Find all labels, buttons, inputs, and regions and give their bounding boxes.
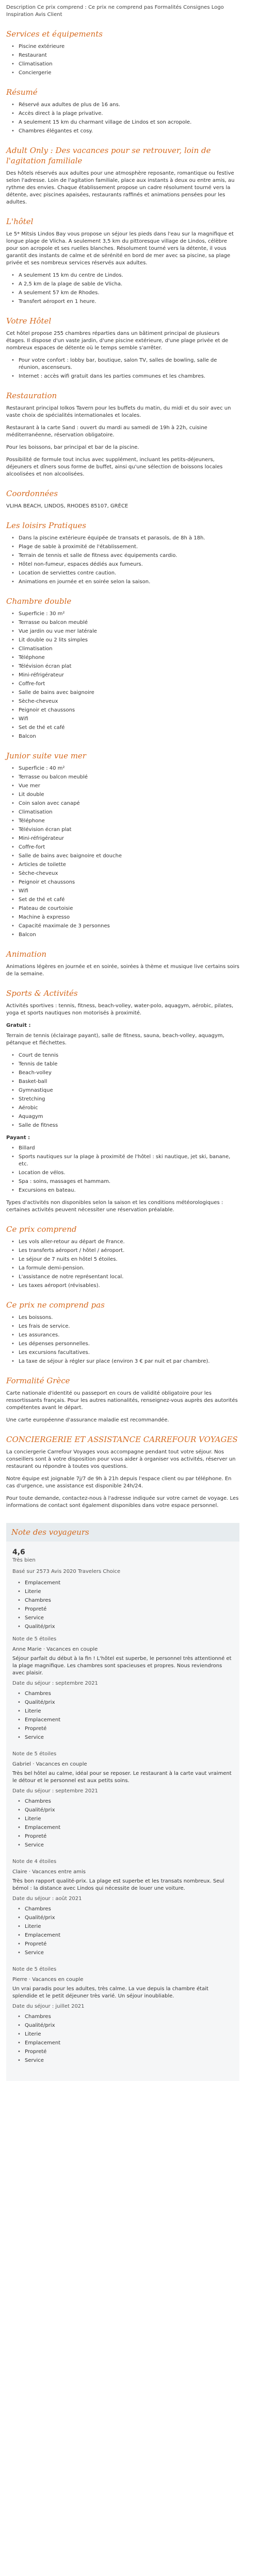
reviews-panel [6,1541,239,2081]
paragraph: Restaurant principal Iolkos Tavern pour les buffets du matin, du midi et du soir avec un vaste choix de spécialités internationales et locales. [6,405,231,418]
list-item: • Gymnastique [11,1087,239,1094]
list-item: • Pour votre confort : lobby bar, boutique, salon TV, salles de bowling, salle de réunion, ascenseurs. [11,357,239,371]
review-item [12,1858,233,1957]
review-date: Date du séjour : septembre 2021 [12,1681,98,1686]
list-item: • Restaurant [11,52,239,59]
list-item: • Wifi [11,716,239,723]
list-item: • Sèche-cheveux [11,698,239,705]
list-item: • Literie [18,2031,233,2038]
list-item: • Télévision écran plat [11,663,239,670]
junior-suite-list [6,765,239,939]
list-item: • Le séjour de 7 nuits en hôtel 5 étoiles. [11,1256,239,1263]
list-item: • Animations en journée et en soirée selon la saison. [11,579,239,586]
review-criteria [12,1798,233,1849]
review-date: Date du séjour : septembre 2021 [12,1788,98,1794]
sub-heading: Gratuit : [6,1023,31,1028]
list-item: • Les excursions facultatives. [11,1349,239,1357]
list-item: • Internet : accès wifi gratuit dans les parties communes et les chambres. [11,373,239,380]
list-item: • Superficie : 40 m² [11,765,239,772]
list-item: • Set de thé et café [11,724,239,732]
list-item: • Capacité maximale de 3 personnes [11,923,239,930]
list-item: • Sèche-cheveux [11,870,239,877]
review-text: Séjour parfait du début à la fin ! L'hôtel est superbe, le personnel très attentionné et la plage magnifique. Les chambres sont spacieuses et propres. Nous reviendrons avec plaisir. [12,1656,232,1676]
list-item: • Coin salon avec canapé [11,800,239,807]
review-author: Anne Marie · Vacances en couple [12,1647,98,1652]
review-item [12,1751,233,1849]
section-title: Les loisirs Pratiques [6,521,86,530]
review-criteria [12,2013,233,2064]
section-title: Restauration [6,391,57,400]
section-title: Services et équipements [6,29,103,39]
section-prix-comprend [6,1224,239,1290]
list-item: • Superficie : 30 m² [11,611,239,618]
prix-comprend-list [6,1239,239,1290]
list-item: • Climatisation [11,646,239,653]
list-item: • Les vols aller-retour au départ de France. [11,1239,239,1246]
paragraph: Pour toute demande, contactez-nous à l'adresse indiquée sur votre carnet de voyage. Les informations de contact sont également disponibles dans votre espace personnel. [6,1496,239,1509]
section-title: Résumé [6,88,38,97]
list-item: • Court de tennis [11,1052,239,1059]
review-author: Gabriel · Vacances en couple [12,1761,87,1767]
list-item: • Plage de sable à proximité de l'établissement. [11,544,239,551]
section-title: Votre Hôtel [6,316,52,326]
list-item: • Propreté [18,1833,233,1840]
list-item: • Transfert aéroport en 1 heure. [11,298,239,306]
list-item: • Réservé aux adultes de plus de 16 ans. [11,101,239,109]
sports-paid-list [6,1145,239,1194]
section-hotel [6,216,239,306]
list-item: • Emplacement [18,1717,233,1724]
list-item: • Dans la piscine extérieure équipée de transats et parasols, de 8h à 18h. [11,535,239,542]
list-item: • Emplacement [18,1932,233,1939]
section-animation [6,949,239,978]
paragraph: La conciergerie Carrefour Voyages vous accompagne pendant tout votre séjour. Nos conseillers sont à votre disposition pour vous aider à organiser vos activités, réserver un restaurant ou répondre à toutes vos questions. [6,1449,236,1469]
sports-free-list [6,1052,239,1129]
list-item: • Aquagym [11,1113,239,1121]
list-item: • Spa : soins, massages et hammam. [11,1178,239,1185]
list-item: • La taxe de séjour à régler sur place (environ 3 € par nuit et par chambre). [11,1358,239,1365]
list-item: • Les boissons. [11,1314,239,1321]
list-item: • Vue jardin ou vue mer latérale [11,628,239,635]
list-item: • Service [18,1950,233,1957]
section-title: L'hôtel [6,217,34,226]
list-item: • Literie [18,1588,233,1596]
votre-hotel-list [6,357,239,380]
section-title: Formalité Grèce [6,1376,70,1385]
list-item: • Qualité/prix [18,1807,233,1814]
list-item: • Qualité/prix [18,2022,233,2029]
list-item: • Emplacement [18,2040,233,2047]
list-item: • Qualité/prix [18,1914,233,1922]
list-item: • Chambres [18,1906,233,1913]
section-conciergerie [6,1434,239,1510]
reviews-title: Note des voyageurs [6,1523,239,1541]
sub-heading: Payant : [6,1135,30,1141]
section-adult-only [6,145,239,206]
review-rating: Note de 5 étoiles [12,1636,57,1642]
paragraph: Des hôtels réservés aux adultes pour une atmosphère reposante, romantique ou festive selon l'adresse. Loin de l'agitation familiale, place aux instants à deux ou entre amis, au rythme des envies. Chaque établissement propose un cadre résolument tourné vers la détente, avec piscines apaisées, restaurants raffinés et animations pensées pour les adultes. [6,171,235,205]
review-date: Date du séjour : juillet 2021 [12,2004,85,2009]
review-text: Très bon rapport qualité-prix. La plage est superbe et les transats nombreux. Seul bémol : la distance avec Lindos qui nécessite de louer une voiture. [12,1878,224,1891]
list-item: • Salle de bains avec baignoire et douche [11,853,239,860]
list-item: • Set de thé et café [11,896,239,904]
list-item: • Propreté [18,1606,233,1613]
list-item: • Location de serviettes contre caution. [11,570,239,577]
list-item: • Service [18,1615,233,1622]
review-rating: Note de 5 étoiles [12,1751,57,1757]
list-item: • Mini-réfrigérateur [11,672,239,679]
paragraph: Pour les boissons, bar principal et bar de la piscine. [6,445,139,450]
list-item: • Propreté [18,1941,233,1948]
list-item: • Machine à expresso [11,914,239,921]
list-item: • Piscine extérieure [11,43,239,50]
section-title: CONCIERGERIE ET ASSISTANCE CARREFOUR VOYAGES [6,1435,238,1444]
prix-ne-comprend-list [6,1314,239,1365]
list-item: • Chambres élégantes et cosy. [11,128,239,135]
paragraph: Restaurant à la carte Sand : ouvert du mardi au samedi de 19h à 22h, cuisine méditerranéenne, réservation obligatoire. [6,425,207,438]
address-text: VLIHA BEACH, LINDOS, RHODES 85107, GRÈCE [6,503,128,509]
list-item: • Chambres [18,1690,233,1698]
review-date: Date du séjour : août 2021 [12,1896,82,1902]
review-rating: Note de 4 étoiles [12,1859,57,1865]
section-loisirs [6,520,239,586]
review-criteria [12,1690,233,1741]
list-item: • Terrasse ou balcon meublé [11,774,239,781]
services-list [6,43,239,77]
list-item: • Hôtel non-fumeur, espaces dédiés aux fumeurs. [11,561,239,568]
section-services [6,29,239,77]
section-title: Coordonnées [6,489,58,498]
list-item: • Vue mer [11,783,239,790]
list-item: • Climatisation [11,61,239,68]
resume-list [6,101,239,135]
list-item: • Peignoir et chaussons [11,879,239,886]
list-item: • Excursions en bateau. [11,1187,239,1194]
paragraph: Une carte européenne d'assurance maladie est recommandée. [6,1417,169,1423]
list-item: • Literie [18,1816,233,1823]
list-item: • A 2,5 km de la plage de sable de Vlicha. [11,281,239,288]
list-item: • Chambres [18,2013,233,2021]
paragraph: Le 5* Mitsis Lindos Bay vous propose un séjour les pieds dans l'eau sur la magnifique et longue plage de Vlicha. A seulement 3,5 km du pittoresque village de Lindos, célèbre pour son acropole et ses ruelles blanches. Résolument tourné vers la détente, il vous garantit des instants de calme et de sérénité en bord de mer avec sa piscine, sa plage privée et ses nombreux services réservés aux adultes. [6,231,234,266]
section-title: Chambre double [6,597,72,606]
section-chambre-double [6,596,239,740]
list-item: • Emplacement [18,1580,233,1587]
list-item: • Balcon [11,931,239,939]
list-item: • Emplacement [18,1824,233,1832]
list-item: • A seulement 15 km du charmant village de Lindos et son acropole. [11,119,239,126]
list-item: • Plateau de courtoisie [11,905,239,912]
section-title: Sports & Activités [6,989,78,998]
rating-score: 4,6 [12,1548,25,1556]
list-item: • Location de vélos. [11,1170,239,1177]
section-title: Animation [6,950,46,959]
loisirs-list [6,535,239,586]
list-item: • Service [18,1842,233,1849]
list-item: • Billard [11,1145,239,1152]
list-item: • Télévision écran plat [11,826,239,834]
list-item: • Service [18,1734,233,1741]
list-item: • Basket-ball [11,1078,239,1086]
review-criteria [12,1906,233,1957]
list-item: • Stretching [11,1096,239,1103]
list-item: • Tennis de table [11,1061,239,1068]
list-item: • L'assistance de notre représentant local. [11,1274,239,1281]
review-item [12,1636,233,1741]
review-item [12,1966,233,2064]
list-item: • La formule demi-pension. [11,1265,239,1272]
list-item: • Conciergerie [11,70,239,77]
review-author: Pierre · Vacances en couple [12,1977,84,1982]
list-item: • Coffre-fort [11,844,239,851]
intro-text: Description Ce prix comprend : Ce prix ne comprend pas Formalités Consignes Logo Inspiration Avis Client [6,5,224,18]
list-item: • Lit double [11,791,239,799]
paragraph: Possibilité de formule tout inclus avec supplément, incluant les petits-déjeuners, déjeuners et dîners sous forme de buffet, ainsi qu'une sélection de boissons locales alcoolisées et non alcoolisées. [6,457,223,477]
paragraph: Cet hôtel propose 255 chambres réparties dans un bâtiment principal de plusieurs étages. Il dispose d'un vaste jardin, d'une piscine extérieure, d'une plage privée et de nombreux espaces de détente où le temps semble s'arrêter. [6,331,229,351]
paragraph: Carte nationale d'identité ou passeport en cours de validité obligatoire pour les ressortissants français. Pour les autres nationalités, renseignez-vous auprès des autorités compétentes avant le départ. [6,1391,238,1411]
section-votre-hotel [6,316,239,380]
list-item: • Téléphone [11,654,239,662]
list-item: • Climatisation [11,809,239,816]
list-item: • Qualité/prix [18,1623,233,1631]
list-item: • Literie [18,1923,233,1930]
section-coordonnees [6,488,239,510]
list-item: • Accès direct à la plage privative. [11,110,239,117]
list-item: • Qualité/prix [18,1699,233,1706]
paragraph: Terrain de tennis (éclairage payant), salle de fitness, sauna, beach-volley, aquagym, pétanque et fléchettes. [6,1033,224,1046]
list-item: • Chambres [18,1798,233,1805]
list-item: • Wifi [11,888,239,895]
rating-label: Très bien [12,1557,36,1563]
list-item: • Peignoir et chaussons [11,707,239,714]
section-restauration [6,391,239,478]
list-item: • Terrain de tennis et salle de fitness avec équipements cardio. [11,552,239,560]
review-rating: Note de 5 étoiles [12,1967,57,1972]
list-item: • Propreté [18,2048,233,2056]
paragraph: Animations légères en journée et en soirée, soirées à thème et musique live certains soirs de la semaine. [6,964,239,977]
section-title: Ce prix ne comprend pas [6,1300,105,1310]
review-text: Un vrai paradis pour les adultes, très calme. La vue depuis la chambre était splendide et le petit déjeuner très varié. Un séjour inoubliable. [12,1986,208,1999]
list-item: • Les transferts aéroport / hôtel / aéroport. [11,1247,239,1255]
list-item: • Chambres [18,1597,233,1604]
review-author: Claire · Vacances entre amis [12,1869,86,1875]
section-sports [6,988,239,1214]
list-item: • Les frais de service. [11,1323,239,1330]
list-item: • Beach-volley [11,1070,239,1077]
section-formalites [6,1376,239,1424]
hotel-list [6,272,239,306]
section-title: Ce prix comprend [6,1225,77,1234]
chambre-double-list [6,611,239,740]
section-resume [6,87,239,135]
list-item: • Articles de toilette [11,861,239,869]
list-item: • Mini-réfrigérateur [11,835,239,842]
list-item: • Literie [18,1708,233,1715]
list-item: • Sports nautiques sur la plage à proximité de l'hôtel : ski nautique, jet ski, banane, etc. [11,1154,239,1168]
list-item: • Lit double ou 2 lits simples [11,637,239,644]
list-item: • Coffre-fort [11,681,239,688]
section-title: Adult Only : Des vacances pour se retrouver, loin de l'agitation familiale [6,146,211,165]
list-item: • Salle de bains avec baignoire [11,689,239,697]
list-item: • A seulement 15 km du centre de Lindos. [11,272,239,279]
paragraph: Activités sportives : tennis, fitness, beach-volley, water-polo, aquagym, aérobic, pilates, yoga et sports nautiques non motorisés à proximité. [6,1003,234,1016]
rating-based-on: Basé sur 2573 Avis 2020 Travelers Choice [12,1569,121,1574]
list-item: • Les assurances. [11,1332,239,1339]
list-item: • Les taxes aéroport (révisables). [11,1282,239,1290]
list-item: • Terrasse ou balcon meublé [11,619,239,626]
list-item: • Téléphone [11,818,239,825]
list-item: • Aérobic [11,1105,239,1112]
section-title: Junior suite vue mer [6,751,86,760]
paragraph: Notre équipe est joignable 7j/7 de 9h à 21h depuis l'espace client ou par téléphone. En cas d'urgence, une assistance est disponible 24h/24. [6,1476,232,1489]
list-item: • Les dépenses personnelles. [11,1341,239,1348]
rating-criteria-list [12,1580,233,1631]
list-item: • Balcon [11,733,239,740]
list-item: • Service [18,2057,233,2064]
review-text: Très bel hôtel au calme, idéal pour se reposer. Le restaurant à la carte vaut vraiment le détour et le personnel est aux petits soins. [12,1771,232,1784]
paragraph: Types d'activités non disponibles selon la saison et les conditions météorologiques : certaines activités peuvent nécessiter une réservation préalable. [6,1200,223,1213]
list-item: • A seulement 57 km de Rhodes. [11,290,239,297]
section-prix-ne-comprend [6,1300,239,1365]
section-junior-suite [6,751,239,939]
list-item: • Propreté [18,1725,233,1733]
list-item: • Salle de fitness [11,1122,239,1129]
